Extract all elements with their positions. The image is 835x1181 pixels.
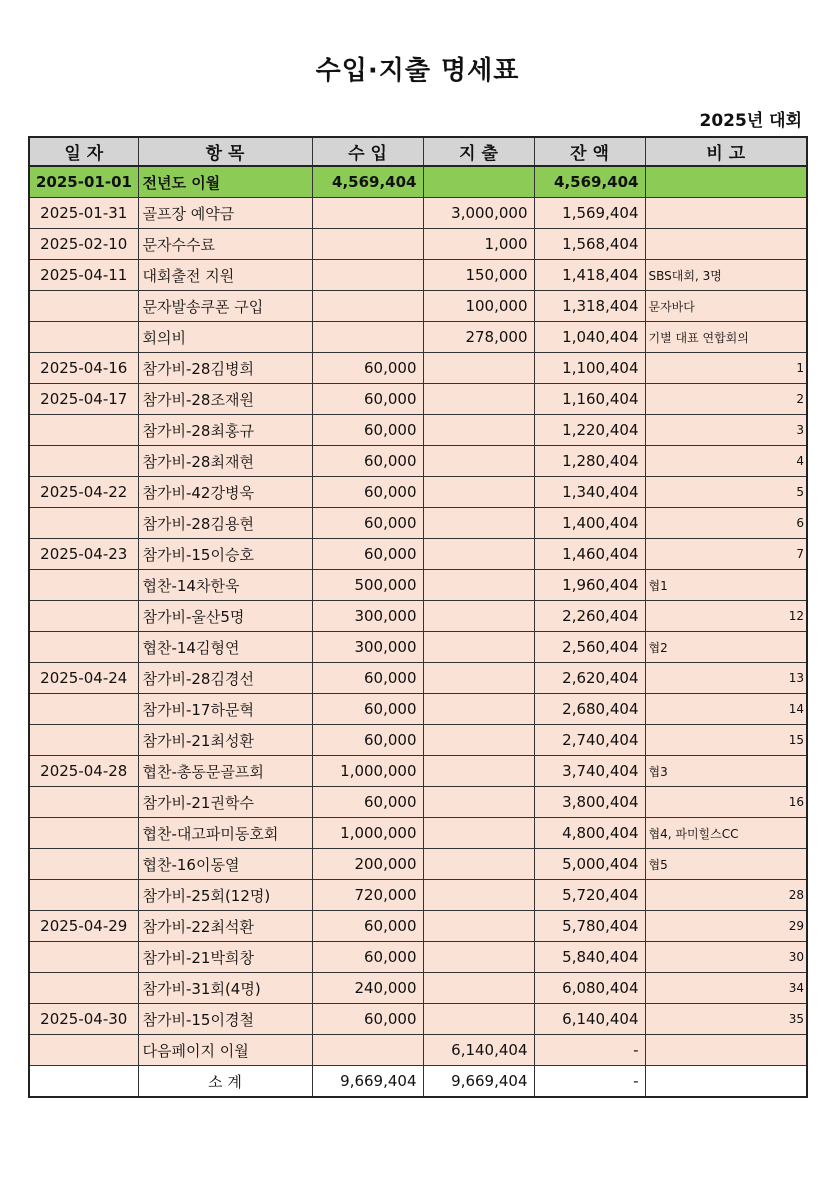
item-cell: 협찬-14차한욱	[138, 570, 312, 601]
total-label: 소 계	[138, 1066, 312, 1098]
income-cell: 60,000	[312, 787, 423, 818]
total-note	[645, 1066, 807, 1098]
balance-cell: 2,740,404	[534, 725, 645, 756]
date-cell	[29, 1035, 138, 1066]
table-row	[29, 973, 807, 1004]
balance-cell: 1,280,404	[534, 446, 645, 477]
balance-cell: 1,568,404	[534, 229, 645, 260]
expense-cell	[423, 694, 534, 725]
table-row	[29, 632, 807, 663]
date-cell	[29, 880, 138, 911]
income-cell	[312, 322, 423, 353]
item-cell: 협찬-16이동열	[138, 849, 312, 880]
balance-cell: 1,418,404	[534, 260, 645, 291]
balance-cell: 2,680,404	[534, 694, 645, 725]
income-cell	[312, 260, 423, 291]
table-row	[29, 384, 807, 415]
note-cell: 1	[645, 353, 807, 384]
date-cell	[29, 787, 138, 818]
table-row	[29, 1035, 807, 1066]
date-cell	[29, 601, 138, 632]
income-cell: 60,000	[312, 384, 423, 415]
date-cell: 2025-04-29	[29, 911, 138, 942]
date-cell	[29, 632, 138, 663]
item-cell: 참가비-22최석환	[138, 911, 312, 942]
item-cell: 참가비-15이경철	[138, 1004, 312, 1035]
table-row	[29, 911, 807, 942]
total-date-cell	[29, 1066, 138, 1098]
expense-cell	[423, 446, 534, 477]
balance-cell: 5,000,404	[534, 849, 645, 880]
date-cell	[29, 291, 138, 322]
table-row	[29, 694, 807, 725]
balance-cell: 5,720,404	[534, 880, 645, 911]
table-row	[29, 818, 807, 849]
expense-cell	[423, 477, 534, 508]
note-cell: 3	[645, 415, 807, 446]
income-cell: 60,000	[312, 942, 423, 973]
page-title: 수입·지출 명세표	[315, 56, 520, 86]
balance-cell: 4,569,404	[534, 166, 645, 198]
balance-cell: 1,318,404	[534, 291, 645, 322]
date-cell	[29, 508, 138, 539]
balance-cell: -	[534, 1035, 645, 1066]
income-cell	[312, 1035, 423, 1066]
income-cell: 60,000	[312, 477, 423, 508]
expense-cell	[423, 632, 534, 663]
header-item: 항 목	[138, 137, 312, 166]
item-cell: 대회출전 지원	[138, 260, 312, 291]
table-row	[29, 322, 807, 353]
table-row	[29, 942, 807, 973]
table-row	[29, 446, 807, 477]
total-balance: -	[534, 1066, 645, 1098]
income-cell: 1,000,000	[312, 756, 423, 787]
income-cell: 60,000	[312, 539, 423, 570]
expense-cell	[423, 880, 534, 911]
item-cell: 참가비-21박희창	[138, 942, 312, 973]
header-row	[29, 137, 807, 166]
date-cell	[29, 570, 138, 601]
income-cell: 60,000	[312, 508, 423, 539]
balance-cell: 2,260,404	[534, 601, 645, 632]
note-cell: 7	[645, 539, 807, 570]
balance-cell: 1,960,404	[534, 570, 645, 601]
expense-cell	[423, 353, 534, 384]
header-expense: 지 출	[423, 137, 534, 166]
income-cell: 200,000	[312, 849, 423, 880]
item-cell: 문자수수료	[138, 229, 312, 260]
header-balance: 잔 액	[534, 137, 645, 166]
expense-cell	[423, 756, 534, 787]
income-cell: 500,000	[312, 570, 423, 601]
header-date: 일 자	[29, 137, 138, 166]
item-cell: 문자발송쿠폰 구입	[138, 291, 312, 322]
balance-cell: 1,040,404	[534, 322, 645, 353]
note-cell	[645, 166, 807, 198]
income-cell: 60,000	[312, 353, 423, 384]
note-cell: 14	[645, 694, 807, 725]
header-income: 수 입	[312, 137, 423, 166]
item-cell: 참가비-28최홍규	[138, 415, 312, 446]
date-cell: 2025-04-24	[29, 663, 138, 694]
income-cell: 720,000	[312, 880, 423, 911]
total-expense: 9,669,404	[423, 1066, 534, 1098]
ledger-body	[29, 166, 807, 1097]
item-cell: 다음페이지 이월	[138, 1035, 312, 1066]
income-cell	[312, 229, 423, 260]
item-cell: 참가비-21권학수	[138, 787, 312, 818]
expense-cell: 6,140,404	[423, 1035, 534, 1066]
item-cell: 참가비-21최성환	[138, 725, 312, 756]
table-row	[29, 291, 807, 322]
table-row	[29, 198, 807, 229]
date-cell: 2025-04-16	[29, 353, 138, 384]
note-cell: 협4, 파미힐스CC	[645, 818, 807, 849]
date-cell	[29, 322, 138, 353]
balance-cell: 1,160,404	[534, 384, 645, 415]
table-row	[29, 508, 807, 539]
table-row	[29, 756, 807, 787]
table-row	[29, 787, 807, 818]
balance-cell: 1,460,404	[534, 539, 645, 570]
table-row	[29, 570, 807, 601]
item-cell: 협찬-14김형연	[138, 632, 312, 663]
item-cell: 참가비-28김용현	[138, 508, 312, 539]
expense-cell	[423, 601, 534, 632]
note-cell: 협5	[645, 849, 807, 880]
item-cell: 협찬-총동문골프회	[138, 756, 312, 787]
income-cell: 60,000	[312, 446, 423, 477]
note-cell	[645, 229, 807, 260]
date-cell: 2025-04-17	[29, 384, 138, 415]
note-cell: 34	[645, 973, 807, 1004]
balance-cell: 1,220,404	[534, 415, 645, 446]
date-cell	[29, 446, 138, 477]
item-cell: 참가비-28김경선	[138, 663, 312, 694]
date-cell: 2025-02-10	[29, 229, 138, 260]
note-cell: 문자바다	[645, 291, 807, 322]
event-subtitle: 2025년 대회	[699, 111, 802, 131]
balance-cell: 6,140,404	[534, 1004, 645, 1035]
expense-cell	[423, 725, 534, 756]
note-cell: 30	[645, 942, 807, 973]
note-cell: 2	[645, 384, 807, 415]
note-cell	[645, 1035, 807, 1066]
income-cell: 300,000	[312, 601, 423, 632]
balance-cell: 3,740,404	[534, 756, 645, 787]
income-cell: 1,000,000	[312, 818, 423, 849]
expense-cell	[423, 663, 534, 694]
balance-cell: 2,620,404	[534, 663, 645, 694]
balance-cell: 2,560,404	[534, 632, 645, 663]
table-row	[29, 880, 807, 911]
expense-cell: 278,000	[423, 322, 534, 353]
note-cell: 5	[645, 477, 807, 508]
table-row	[29, 353, 807, 384]
item-cell: 참가비-15이승호	[138, 539, 312, 570]
income-cell: 300,000	[312, 632, 423, 663]
balance-cell: 4,800,404	[534, 818, 645, 849]
income-cell: 60,000	[312, 911, 423, 942]
note-cell	[645, 198, 807, 229]
note-cell: 35	[645, 1004, 807, 1035]
balance-cell: 1,400,404	[534, 508, 645, 539]
date-cell: 2025-04-30	[29, 1004, 138, 1035]
expense-cell	[423, 849, 534, 880]
income-cell: 60,000	[312, 1004, 423, 1035]
item-cell: 전년도 이월	[138, 166, 312, 198]
expense-cell: 150,000	[423, 260, 534, 291]
expense-cell: 3,000,000	[423, 198, 534, 229]
note-cell: 4	[645, 446, 807, 477]
item-cell: 참가비-31회(4명)	[138, 973, 312, 1004]
balance-cell: 5,840,404	[534, 942, 645, 973]
balance-cell: 3,800,404	[534, 787, 645, 818]
balance-cell: 1,340,404	[534, 477, 645, 508]
balance-cell: 6,080,404	[534, 973, 645, 1004]
note-cell: 협2	[645, 632, 807, 663]
expense-cell	[423, 942, 534, 973]
date-cell: 2025-04-23	[29, 539, 138, 570]
income-cell: 60,000	[312, 415, 423, 446]
balance-cell: 1,100,404	[534, 353, 645, 384]
income-cell	[312, 291, 423, 322]
income-cell: 60,000	[312, 663, 423, 694]
item-cell: 참가비-25회(12명)	[138, 880, 312, 911]
item-cell: 참가비-28최재현	[138, 446, 312, 477]
carryover-row	[29, 166, 807, 198]
note-cell: 6	[645, 508, 807, 539]
expense-cell	[423, 415, 534, 446]
total-row	[29, 1066, 807, 1098]
income-cell: 60,000	[312, 725, 423, 756]
note-cell: 협3	[645, 756, 807, 787]
table-row	[29, 415, 807, 446]
expense-cell	[423, 384, 534, 415]
item-cell: 참가비-17하문혁	[138, 694, 312, 725]
note-cell: 16	[645, 787, 807, 818]
table-row	[29, 477, 807, 508]
table-row	[29, 229, 807, 260]
expense-cell	[423, 570, 534, 601]
date-cell: 2025-04-28	[29, 756, 138, 787]
item-cell: 골프장 예약금	[138, 198, 312, 229]
expense-cell	[423, 787, 534, 818]
note-cell: 13	[645, 663, 807, 694]
balance-cell: 1,569,404	[534, 198, 645, 229]
expense-cell: 100,000	[423, 291, 534, 322]
expense-cell	[423, 973, 534, 1004]
date-cell: 2025-01-01	[29, 166, 138, 198]
table-row	[29, 725, 807, 756]
total-income: 9,669,404	[312, 1066, 423, 1098]
income-cell: 240,000	[312, 973, 423, 1004]
item-cell: 참가비-28조재원	[138, 384, 312, 415]
income-cell: 60,000	[312, 694, 423, 725]
table-row	[29, 663, 807, 694]
note-cell: 28	[645, 880, 807, 911]
item-cell: 참가비-울산5명	[138, 601, 312, 632]
table-row	[29, 1004, 807, 1035]
table-row	[29, 260, 807, 291]
date-cell	[29, 415, 138, 446]
balance-cell: 5,780,404	[534, 911, 645, 942]
date-cell	[29, 973, 138, 1004]
date-cell	[29, 849, 138, 880]
table-row	[29, 539, 807, 570]
expense-cell	[423, 166, 534, 198]
income-cell	[312, 198, 423, 229]
header-note: 비 고	[645, 137, 807, 166]
date-cell	[29, 942, 138, 973]
date-cell: 2025-01-31	[29, 198, 138, 229]
item-cell: 회의비	[138, 322, 312, 353]
note-cell: 15	[645, 725, 807, 756]
date-cell	[29, 725, 138, 756]
date-cell: 2025-04-22	[29, 477, 138, 508]
note-cell: 협1	[645, 570, 807, 601]
date-cell	[29, 694, 138, 725]
expense-cell	[423, 1004, 534, 1035]
income-cell: 4,569,404	[312, 166, 423, 198]
expense-cell	[423, 508, 534, 539]
expense-cell	[423, 818, 534, 849]
table-row	[29, 601, 807, 632]
note-cell: SBS대회, 3명	[645, 260, 807, 291]
date-cell	[29, 818, 138, 849]
expense-cell	[423, 911, 534, 942]
expense-cell: 1,000	[423, 229, 534, 260]
item-cell: 협찬-대고파미동호회	[138, 818, 312, 849]
table-row	[29, 849, 807, 880]
date-cell: 2025-04-11	[29, 260, 138, 291]
expense-cell	[423, 539, 534, 570]
ledger-table	[28, 136, 808, 1098]
note-cell: 29	[645, 911, 807, 942]
item-cell: 참가비-28김병희	[138, 353, 312, 384]
note-cell: 기별 대표 연합회의	[645, 322, 807, 353]
note-cell: 12	[645, 601, 807, 632]
item-cell: 참가비-42강병욱	[138, 477, 312, 508]
